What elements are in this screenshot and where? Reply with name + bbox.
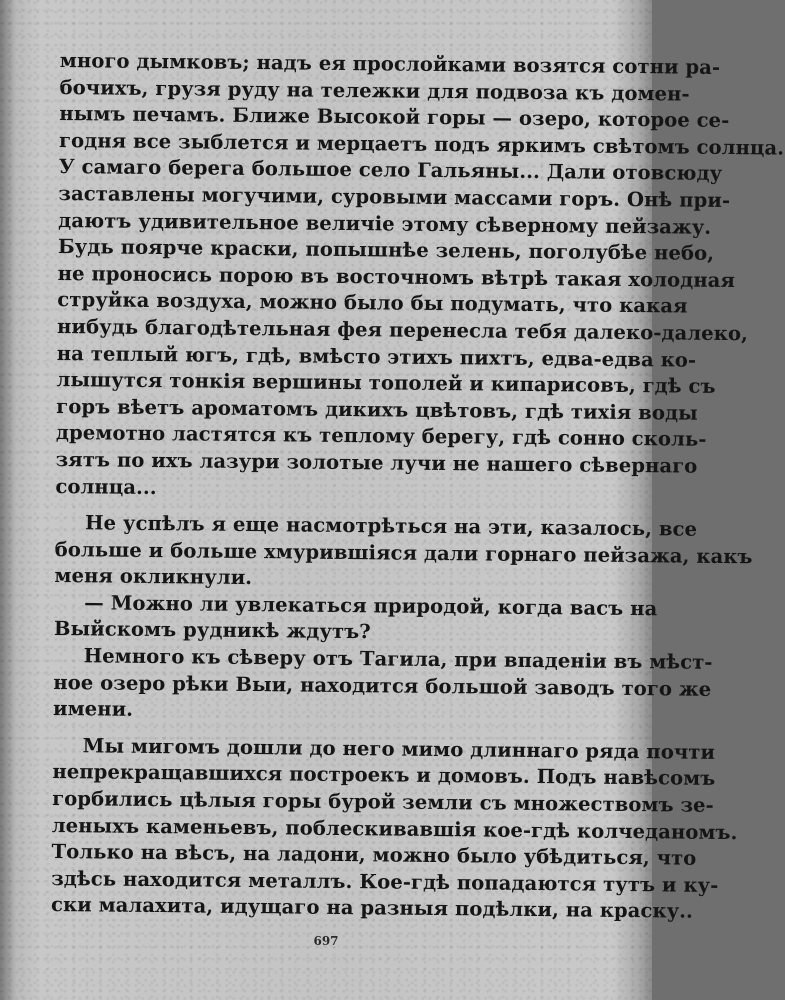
text-line: ски малахита, идущаго на разныя подѣлки, на краску..: [50, 893, 694, 924]
text-line: годня все зыблется и мерцаетъ подъ яркимъ свѣтомъ солнца.: [58, 128, 785, 160]
text-line: солнца...: [55, 474, 157, 499]
text-line: горъ вѣетъ ароматомъ дикихъ цвѣтовъ, гдѣ тихія воды: [56, 394, 698, 425]
text-line: горбились цѣлыя горы бурой земли съ множествомъ зе-: [52, 786, 714, 817]
text-line: дремотно ластятся къ теплому берегу, гдѣ сонно сколь-: [55, 421, 707, 452]
text-line: нымъ печамъ. Ближе Высокой горы — озеро, которое се-: [59, 102, 730, 133]
text-line: ное озеро рѣки Выи, находится большой заводъ того же: [53, 670, 712, 701]
text-line: — Можно ли увлекаться природой, когда васъ на: [84, 591, 658, 621]
text-line: зятъ по ихъ лазури золотые лучи не нашего сѣвернаго: [55, 447, 698, 478]
page-text: [50, 48, 785, 925]
text-line: здѣсь находится металлъ. Кое-гдѣ попадаются тутъ и ку-: [51, 866, 719, 897]
text-line: леныхъ каменьевъ, поблескивавшія кое-гдѣ колчеданомъ.: [51, 813, 738, 844]
text-line: больше и больше хмурившіяся дали горнаго пейзажа, какъ: [54, 537, 753, 568]
text-line: заставлены могучими, суровыми массами горъ. Онѣ при-: [58, 181, 731, 212]
text-line: много дымковъ; надъ ея прослойками возятся сотни ра-: [59, 48, 721, 79]
text-line: Выйскомъ рудникѣ ждутъ?: [53, 617, 371, 644]
text-line: Только на вѣсъ, на ладони, можно было убѣдиться, что: [51, 840, 697, 870]
text-line: У самаго берега большое село Гальяны... Дали отовсюду: [58, 155, 723, 186]
text-line: меня окликнули.: [54, 564, 253, 590]
text-line: имени.: [52, 697, 134, 722]
text-line: Не успѣлъ я еще насмотрѣться на эти, казалось, все: [84, 511, 698, 541]
text-line: не проносись порою въ восточномъ вѣтрѣ такая холодная: [57, 261, 736, 292]
text-line: струйка воздуха, можно было бы подумать, что какая: [57, 288, 688, 318]
text-line: бочихъ, грузя руду на тележки для подвоза къ домен-: [59, 75, 690, 106]
text-line: на теплый югъ, гдѣ, вмѣсто этихъ пихтъ, едва-едва ко-: [56, 341, 697, 372]
text-line: даютъ удивительное величіе этому сѣверному пейзажу.: [58, 208, 712, 239]
text-line: непрекращавшихся построекъ и домовъ. Подъ навѣсомъ: [52, 760, 716, 791]
page-number: 697: [313, 934, 339, 948]
text-line: лышутся тонкія вершины тополей и кипарисовъ, гдѣ съ: [56, 368, 716, 399]
text-line: Будь поярче краски, попышнѣе зелень, поголубѣе небо,: [57, 235, 715, 266]
text-line: нибудь благодѣтельная фея перенесла тебя далеко-далеко,: [56, 314, 749, 346]
text-line: Мы мигомъ дошли до него мимо длиннаго ряда почти: [82, 734, 716, 764]
text-line: Немного къ сѣверу отъ Тагила, при впаденіи въ мѣст-: [83, 644, 713, 674]
